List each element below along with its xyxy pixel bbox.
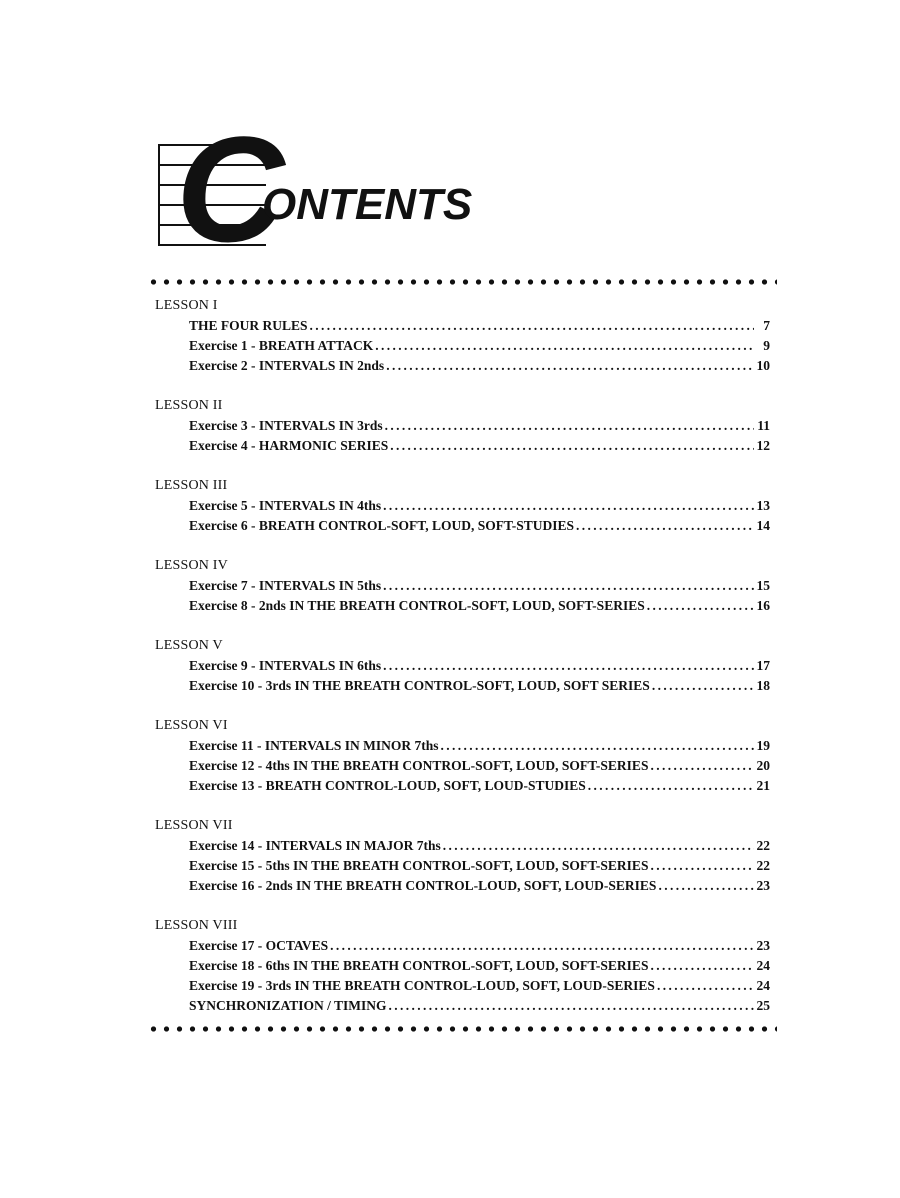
entry-page-number: 18 xyxy=(756,678,770,693)
entry-page-number: 10 xyxy=(756,358,770,373)
toc-entry[interactable] xyxy=(189,436,770,456)
entry-page-number: 23 xyxy=(756,938,770,953)
dot-leader xyxy=(310,316,754,336)
entry-label: Exercise 10 - 3rds IN THE BREATH CONTROL-SOFT, LOUD, SOFT SERIES xyxy=(189,678,650,693)
dot-leader xyxy=(375,336,754,356)
lesson-block xyxy=(155,816,770,896)
lesson-title: LESSON II xyxy=(155,398,223,413)
contents-heading xyxy=(158,105,478,273)
toc-entry[interactable] xyxy=(189,976,770,996)
entry-label: Exercise 11 - INTERVALS IN MINOR 7ths xyxy=(189,738,439,753)
toc-entry[interactable] xyxy=(189,736,770,756)
lesson-spacer xyxy=(155,796,770,816)
entry-page-number: 24 xyxy=(756,978,770,993)
entry-page-number: 22 xyxy=(756,838,770,853)
lesson-block xyxy=(155,916,770,1016)
entry-page-number: 23 xyxy=(756,878,770,893)
entry-label: Exercise 9 - INTERVALS IN 6ths xyxy=(189,658,382,673)
entry-page-number: 24 xyxy=(756,958,770,973)
toc-entry[interactable] xyxy=(189,956,770,976)
entry-label: Exercise 18 - 6ths IN THE BREATH CONTROL-SOFT, LOUD, SOFT-SERIES xyxy=(189,958,649,973)
lesson-spacer xyxy=(155,376,770,396)
heading-initial: C xyxy=(176,105,285,273)
entry-label: Exercise 17 - OCTAVES xyxy=(189,938,329,953)
lesson-block xyxy=(155,636,770,696)
dot-leader xyxy=(650,956,754,976)
toc-entry[interactable] xyxy=(189,676,770,696)
toc-entry[interactable] xyxy=(189,516,770,536)
toc-entry[interactable] xyxy=(189,996,770,1016)
dot-leader xyxy=(383,496,754,516)
entry-page-number: 12 xyxy=(756,438,770,453)
lesson-block xyxy=(155,556,770,616)
entry-page-number: 22 xyxy=(756,858,770,873)
toc-entry[interactable] xyxy=(189,756,770,776)
entry-label: Exercise 15 - 5ths IN THE BREATH CONTROL-SOFT, LOUD, SOFT-SERIES xyxy=(189,858,649,873)
entry-page-number: 21 xyxy=(756,778,770,793)
toc-entry[interactable] xyxy=(189,356,770,376)
entry-label: Exercise 7 - INTERVALS IN 5ths xyxy=(189,578,382,593)
toc-entry[interactable] xyxy=(189,836,770,856)
entry-label: THE FOUR RULES xyxy=(189,318,308,333)
dot-leader xyxy=(576,516,754,536)
entry-page-number: 15 xyxy=(756,578,770,593)
lesson-block xyxy=(155,716,770,796)
toc-entry[interactable] xyxy=(189,316,770,336)
entry-label: Exercise 16 - 2nds IN THE BREATH CONTROL-LOUD, SOFT, LOUD-SERIES xyxy=(189,878,657,893)
entry-label: Exercise 2 - INTERVALS IN 2nds xyxy=(189,358,385,373)
entry-label: Exercise 5 - INTERVALS IN 4ths xyxy=(189,498,382,513)
entry-page-number: 19 xyxy=(756,738,770,753)
lesson-block xyxy=(155,476,770,536)
toc-entry[interactable] xyxy=(189,416,770,436)
toc-entry[interactable] xyxy=(189,856,770,876)
toc-entry[interactable] xyxy=(189,876,770,896)
top-dot-rule xyxy=(147,277,777,287)
heading-rest: ONTENTS xyxy=(262,180,473,229)
dot-leader xyxy=(443,836,754,856)
table-of-contents xyxy=(155,296,770,1016)
lesson-block xyxy=(155,296,770,376)
dot-leader xyxy=(650,856,754,876)
lesson-spacer xyxy=(155,696,770,716)
lesson-title: LESSON III xyxy=(155,478,228,493)
entry-label: SYNCHRONIZATION / TIMING xyxy=(189,998,387,1013)
lesson-title: LESSON IV xyxy=(155,558,228,573)
entry-page-number: 9 xyxy=(763,338,770,353)
bottom-dot-rule xyxy=(147,1024,777,1034)
lesson-title: LESSON I xyxy=(155,298,218,313)
entry-label: Exercise 19 - 3rds IN THE BREATH CONTROL-LOUD, SOFT, LOUD-SERIES xyxy=(189,978,655,993)
lesson-spacer xyxy=(155,616,770,636)
entry-label: Exercise 12 - 4ths IN THE BREATH CONTROL-SOFT, LOUD, SOFT-SERIES xyxy=(189,758,649,773)
entry-page-number: 13 xyxy=(756,498,770,513)
entry-label: Exercise 14 - INTERVALS IN MAJOR 7ths xyxy=(189,838,441,853)
dot-leader xyxy=(383,656,754,676)
lesson-title: LESSON VIII xyxy=(155,918,238,933)
dot-leader xyxy=(385,416,754,436)
entry-label: Exercise 4 - HARMONIC SERIES xyxy=(189,438,389,453)
entry-page-number: 11 xyxy=(757,418,770,433)
dot-leader xyxy=(330,936,754,956)
entry-page-number: 16 xyxy=(756,598,770,613)
lesson-title: LESSON V xyxy=(155,638,223,653)
entry-label: Exercise 1 - BREATH ATTACK xyxy=(189,338,374,353)
dot-leader xyxy=(650,756,754,776)
toc-entry[interactable] xyxy=(189,776,770,796)
lesson-title: LESSON VII xyxy=(155,818,233,833)
toc-entry[interactable] xyxy=(189,336,770,356)
toc-entry[interactable] xyxy=(189,656,770,676)
entry-label: Exercise 6 - BREATH CONTROL-SOFT, LOUD, SOFT-STUDIES xyxy=(189,518,575,533)
entry-label: Exercise 3 - INTERVALS IN 3rds xyxy=(189,418,383,433)
entry-page-number: 25 xyxy=(756,998,770,1013)
entry-label: Exercise 13 - BREATH CONTROL-LOUD, SOFT, LOUD-STUDIES xyxy=(189,778,586,793)
dot-leader xyxy=(389,996,754,1016)
entry-page-number: 20 xyxy=(756,758,770,773)
entry-page-number: 14 xyxy=(756,518,770,533)
dot-leader xyxy=(383,576,754,596)
lesson-spacer xyxy=(155,896,770,916)
dot-leader xyxy=(658,876,754,896)
dot-leader xyxy=(588,776,754,796)
entry-page-number: 7 xyxy=(763,318,770,333)
lesson-spacer xyxy=(155,536,770,556)
dot-leader xyxy=(390,436,754,456)
lesson-block xyxy=(155,396,770,456)
lesson-spacer xyxy=(155,456,770,476)
dot-leader xyxy=(386,356,754,376)
toc-entry[interactable] xyxy=(189,936,770,956)
dot-leader xyxy=(441,736,754,756)
dot-leader xyxy=(657,976,754,996)
entry-label: Exercise 8 - 2nds IN THE BREATH CONTROL-SOFT, LOUD, SOFT-SERIES xyxy=(189,598,645,613)
toc-entry[interactable] xyxy=(189,576,770,596)
dot-leader xyxy=(647,596,754,616)
toc-entry[interactable] xyxy=(189,596,770,616)
toc-entry[interactable] xyxy=(189,496,770,516)
lesson-title: LESSON VI xyxy=(155,718,228,733)
entry-page-number: 17 xyxy=(756,658,770,673)
dot-leader xyxy=(652,676,754,696)
